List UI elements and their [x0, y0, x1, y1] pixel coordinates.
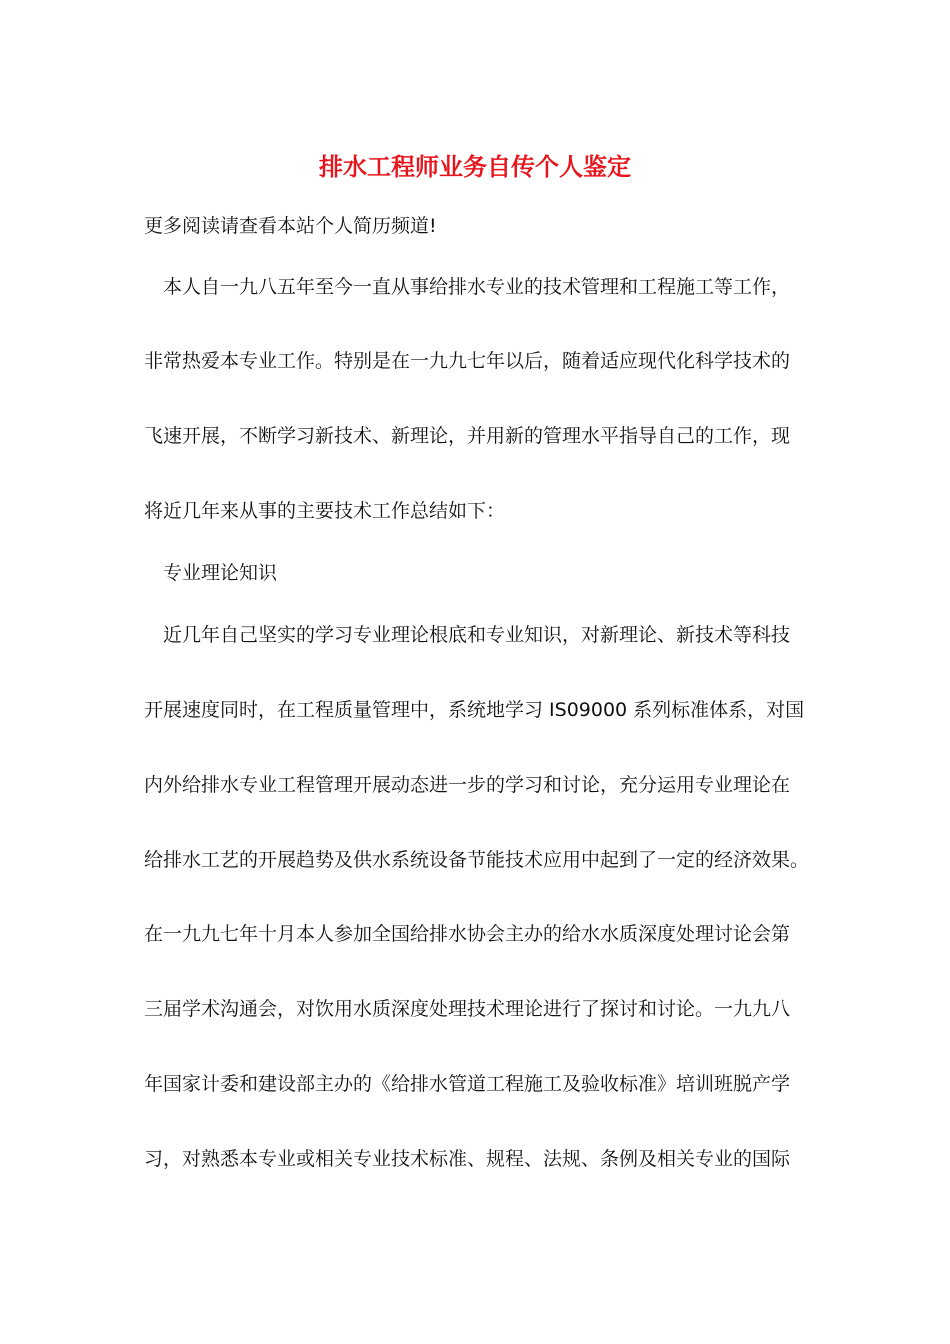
paragraph-line: 三届学术沟通会，对饮用水质深度处理技术理论进行了探讨和讨论。一九九八 — [144, 998, 791, 1020]
paragraph-line: 习，对熟悉本专业或相关专业技术标准、规程、法规、条例及相关专业的国际 — [144, 1148, 791, 1170]
paragraph-line: 年国家计委和建设部主办的《给排水管道工程施工及验收标准》培训班脱产学 — [144, 1073, 791, 1095]
paragraph-line: 开展速度同时，在工程质量管理中，系统地学习 IS09000 系列标准体系，对国 — [144, 699, 805, 721]
section-heading: 专业理论知识 — [163, 562, 278, 584]
paragraph-line: 内外给排水专业工程管理开展动态进一步的学习和讨论，充分运用专业理论在 — [144, 774, 791, 796]
paragraph-line: 飞速开展，不断学习新技术、新理论，并用新的管理水平指导自己的工作，现 — [144, 425, 791, 447]
paragraph-line: 近几年自己坚实的学习专业理论根底和专业知识，对新理论、新技术等科技 — [163, 624, 791, 646]
paragraph-line: 非常热爱本专业工作。特别是在一九九七年以后，随着适应现代化科学技术的 — [144, 350, 791, 372]
paragraph-line: 给排水工艺的开展趋势及供水系统设备节能技术应用中起到了一定的经济效果。 — [144, 849, 810, 871]
paragraph-line: 在一九九七年十月本人参加全国给排水协会主办的给水水质深度处理讨论会第 — [144, 923, 791, 945]
document-title: 排水工程师业务自传个人鉴定 — [319, 153, 631, 181]
paragraph-line: 将近几年来从事的主要技术工作总结如下： — [144, 500, 506, 522]
intro-link-text: 更多阅读请查看本站个人简历频道! — [144, 215, 437, 237]
paragraph-line: 本人自一九八五年至今一直从事给排水专业的技术管理和工程施工等工作， — [163, 276, 791, 298]
